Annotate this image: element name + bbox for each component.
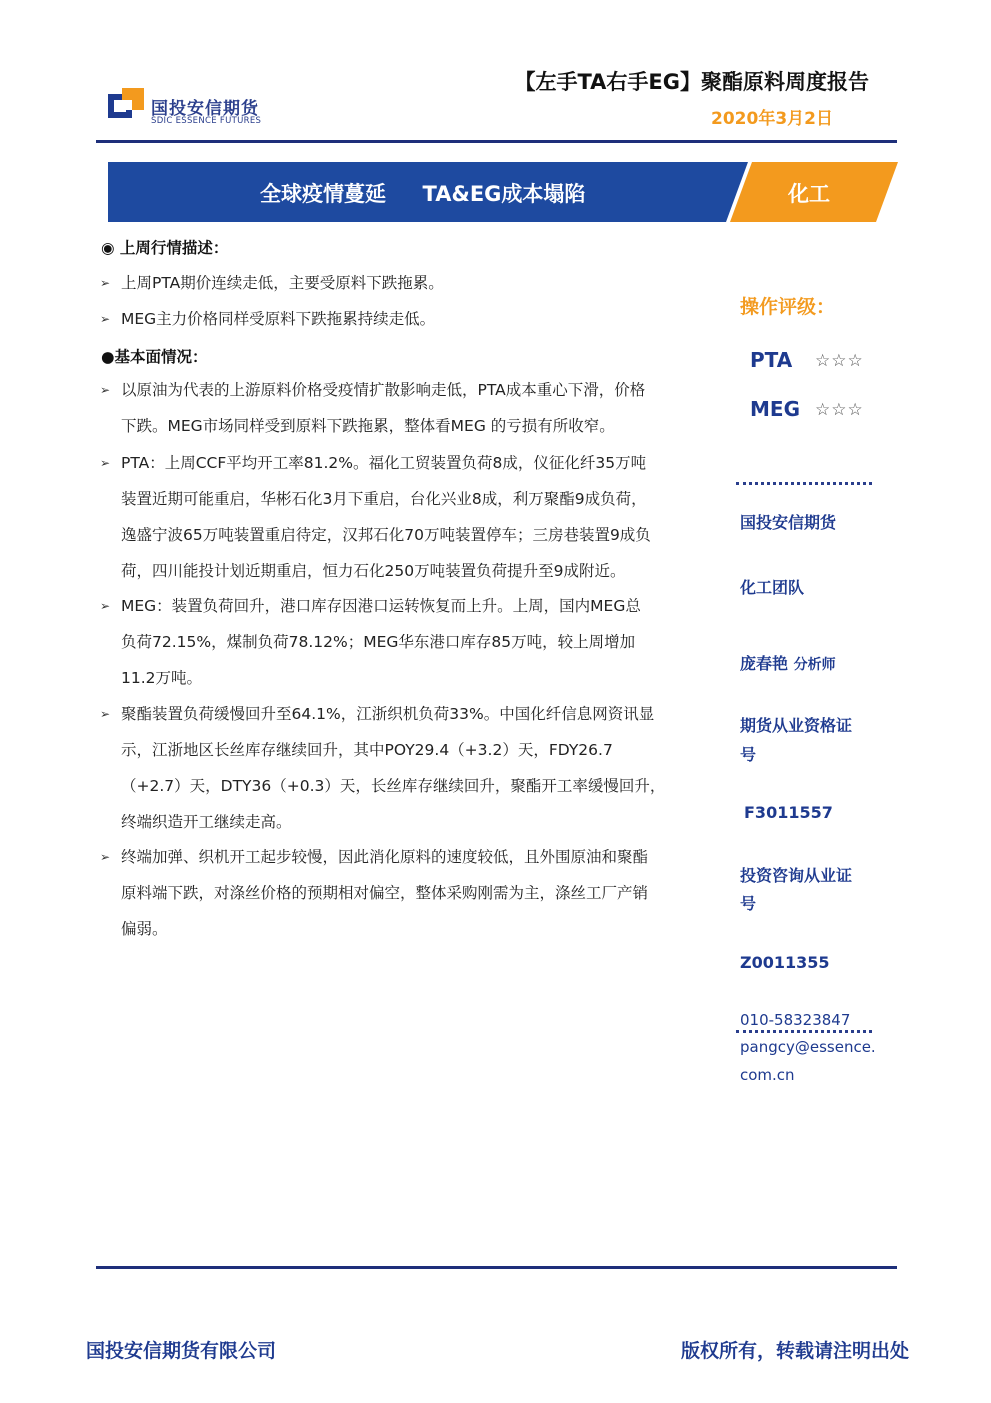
- consulting-label-cont: 号: [740, 894, 757, 913]
- email-line-1[interactable]: pangcy@essence.: [740, 1038, 876, 1056]
- sector-tag: 化工: [788, 182, 830, 206]
- rating-pta-label: PTA: [750, 348, 793, 372]
- report-date: 2020年3月2日: [711, 109, 833, 129]
- analyst-name: 庞春艳 分析师: [740, 654, 836, 673]
- company-logo-icon: [108, 88, 144, 124]
- rating-title: 操作评级：: [740, 296, 836, 318]
- logo-english-name: SDIC ESSENCE FUTURES: [151, 116, 262, 126]
- bullet-arrow-icon: ➢: [100, 383, 111, 397]
- banner-headline: 全球疫情蔓延 TA&EG成本塌陷: [260, 182, 586, 206]
- market-item: ➢ 上周PTA期价连续走低，主要受原料下跌拖累。: [100, 265, 720, 301]
- email-line-2[interactable]: com.cn: [740, 1066, 795, 1084]
- consulting-label: 投资咨询从业证: [740, 866, 853, 885]
- rating-meg-stars: ☆☆☆: [815, 400, 864, 420]
- bullet-arrow-icon: ➢: [100, 312, 111, 326]
- bullet-arrow-icon: ➢: [100, 850, 111, 864]
- fundamentals-item: ➢ MEG：装置负荷回升，港口库存因港口运转恢复而上升。上周，国内MEG总 负荷72.15%，煤制负荷78.12%；MEG华东港口库存85万吨，较上周增加 11.2万吨。: [100, 588, 720, 696]
- sidebar-company: 国投安信期货: [740, 513, 837, 532]
- contact-dotted-divider: [736, 1030, 872, 1033]
- phone-number: 010-58323847: [740, 1011, 851, 1029]
- bullet-arrow-icon: ➢: [100, 276, 111, 290]
- rating-meg-label: MEG: [750, 397, 800, 421]
- rating-pta-stars: ☆☆☆: [815, 351, 864, 371]
- bullet-arrow-icon: ➢: [100, 599, 111, 613]
- qualification-label-cont: 号: [740, 745, 757, 764]
- footer-copyright: 版权所有，转载请注明出处: [680, 1340, 909, 1362]
- logo-name: 国投安信期货: [151, 99, 259, 119]
- footer-divider: [96, 1266, 897, 1269]
- fundamentals-item: ➢ 终端加弹、织机开工起步较慢，因此消化原料的速度较低，且外围原油和聚酯 原料端下跌，对涤丝价格的预期相对偏空，整体采购刚需为主，涤丝工厂产销 偏弱。: [100, 839, 720, 947]
- qualification-number: F3011557: [744, 803, 833, 822]
- analyst-role: 分析师: [793, 657, 836, 673]
- bullet-arrow-icon: ➢: [100, 456, 111, 470]
- market-section-heading: ◉ 上周行情描述：: [101, 239, 229, 257]
- sidebar-dotted-divider: [736, 482, 872, 485]
- fundamentals-section-heading: ●基本面情况：: [101, 348, 208, 366]
- footer-company: 国投安信期货有限公司: [86, 1340, 277, 1362]
- sidebar-team: 化工团队: [740, 578, 805, 597]
- bullet-arrow-icon: ➢: [100, 707, 111, 721]
- report-title: 【左手TA右手EG】聚酯原料周度报告: [514, 70, 869, 94]
- fundamentals-item: ➢ 聚酯装置负荷缓慢回升至64.1%，江浙织机负荷33%。中国化纤信息网资讯显 示，江浙地区长丝库存继续回升，其中POY29.4（+3.2）天，FDY26.7 （+2.7）天，DTY36（+0.3）天，长丝库存继续回升，聚酯开工率缓慢回升， 终端织造开工继续走高。: [100, 696, 720, 840]
- qualification-label: 期货从业资格证: [740, 716, 853, 735]
- header-divider: [96, 140, 897, 143]
- market-item: ➢ MEG主力价格同样受原料下跌拖累持续走低。: [100, 301, 720, 337]
- consulting-number: Z0011355: [740, 953, 830, 972]
- fundamentals-item: ➢ 以原油为代表的上游原料价格受疫情扩散影响走低，PTA成本重心下滑，价格 下跌。MEG市场同样受到原料下跌拖累，整体看MEG 的亏损有所收窄。: [100, 372, 720, 444]
- fundamentals-item: ➢ PTA：上周CCF平均开工率81.2%。福化工贸装置负荷8成，仪征化纤35万吨 装置近期可能重启，华彬石化3月下重启，台化兴业8成，利万聚酯9成负荷， 逸盛宁波65万吨装置重启待定，汉邦石化70万吨装置停车；三房巷装置9成负 荷，四川能投计划近期重启，恒力石化250万吨装置负荷提升至9成附近。: [100, 445, 720, 589]
